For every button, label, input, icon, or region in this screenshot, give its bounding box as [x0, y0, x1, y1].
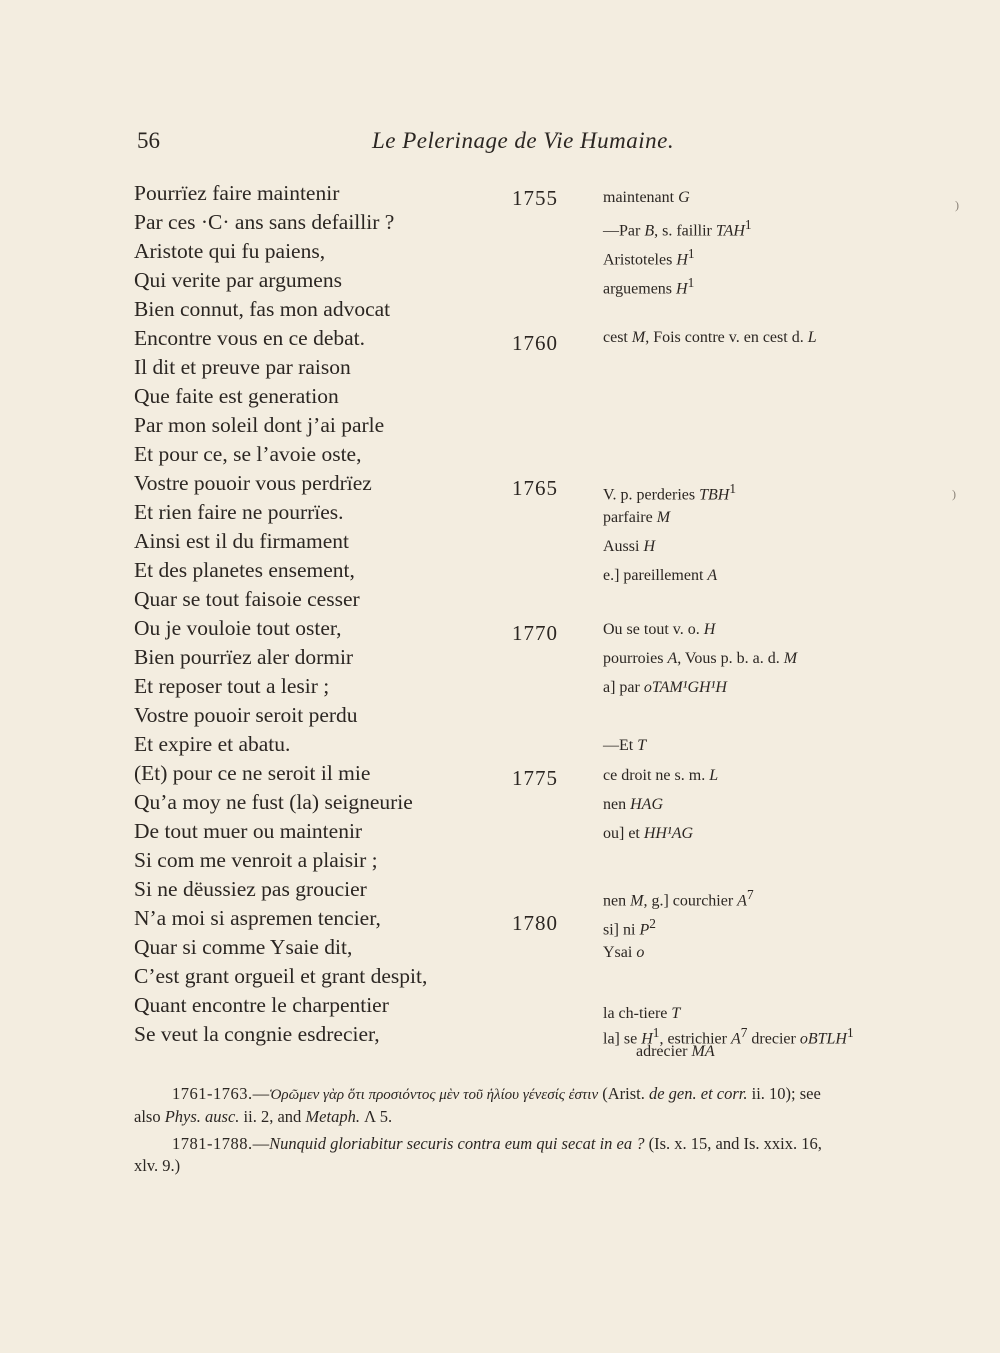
verse-line: Vostre pouoir seroit perdu — [134, 703, 358, 727]
line-number: 1770 — [512, 621, 558, 645]
variant-reading: a] par oTAM¹GH¹H — [603, 679, 727, 696]
running-title: Le Pelerinage de Vie Humaine. — [372, 128, 675, 153]
verse-line: Aristote qui fu paiens, — [134, 239, 326, 263]
verse-line: Et des planetes ensement, — [134, 558, 355, 582]
verse-line: Qu’a moy ne fust (la) seigneurie — [134, 790, 413, 814]
work-title: Phys. ausc. — [164, 1107, 240, 1126]
verse-line: C’est grant orgueil et grant despit, — [134, 964, 428, 988]
verse-line: Quar se tout faisoie cesser — [134, 587, 360, 611]
variant-reading: Aristoteles $H^1$ — [603, 246, 695, 269]
verse-line: Par ces ·C· ans sans defaillir ? — [134, 210, 395, 234]
line-number: 1765 — [512, 476, 558, 500]
verse-line: Encontre vous en ce debat. — [134, 326, 366, 350]
variant-reading: nen HAG — [603, 796, 663, 813]
variant-reading: Ou se tout v. o. H — [603, 621, 716, 638]
verse-line: Et pour ce, se l’avoie oste, — [134, 442, 362, 466]
verse-line: Vostre pouoir vous perdrïez — [134, 471, 372, 495]
verse-line: Bien pourrïez aler dormir — [134, 645, 354, 669]
latin-quotation: Nunquid gloriabitur securis contra eum qui secat in ea ? — [269, 1134, 645, 1153]
variant-reading: la] se $H^1$, estrichier $A^7$ drecier oBTLH$^1$ — [603, 1025, 854, 1048]
verse-line: Ainsi est il du firmament — [134, 529, 349, 553]
variant-reading: pourroies A, Vous p. b. a. d. M — [603, 650, 798, 667]
variant-reading: cest M, Fois contre v. en cest d. L — [603, 329, 817, 346]
edge-mark: ) — [955, 198, 959, 212]
footnote: 1761-1763.—Ὁρῶμεν γὰρ ὅτι προσιόντος μὲν τοῦ ἡλίου γένεσίς ἐστιν (Arist. de gen. et corr. ii. 10); see also Phys. ausc. ii. 2, and Metaph. Λ 5. — [134, 1084, 821, 1126]
verse-line: Par mon soleil dont j’ai parle — [134, 413, 385, 437]
greek-quotation: Ὁρῶμεν γὰρ ὅτι προσιόντος μὲν τοῦ ἡλίου γένεσίς ἐστιν — [269, 1087, 599, 1103]
verse-line: Quant encontre le charpentier — [134, 993, 389, 1017]
line-number: 1760 — [512, 331, 558, 355]
verse-line: Il dit et preuve par raison — [134, 355, 351, 379]
page-number: 56 — [137, 128, 160, 153]
variant-reading: arguemens $H^1$ — [603, 275, 695, 298]
verse-line: Qui verite par argumens — [134, 268, 342, 292]
line-number: 1780 — [512, 911, 558, 935]
variant-reading: maintenant G — [603, 189, 690, 206]
variant-reading: la ch-tiere T — [603, 1005, 681, 1022]
verse-line: Si ne dëussiez pas groucier — [134, 877, 367, 901]
footnote-ref: 1761-1763. — [172, 1084, 253, 1103]
verse-line: Se veut la congnie esdrecier, — [134, 1022, 380, 1046]
variant-reading: ou] et HH¹AG — [603, 825, 694, 842]
verse-line: Bien connut, fas mon advocat — [134, 297, 391, 321]
variant-reading: parfaire M — [603, 509, 671, 526]
variant-reading: Ysai o — [603, 944, 645, 961]
verse-line: Que faite est generation — [134, 384, 339, 408]
verse-line: N’a moi si aspremen tencier, — [134, 906, 381, 930]
variant-reading: e.] pareillement A — [603, 567, 718, 584]
verse-line: Et expire et abatu. — [134, 732, 291, 756]
variant-reading: adrecier MA — [636, 1043, 715, 1060]
verse-line: Quar si comme Ysaie dit, — [134, 935, 353, 959]
line-number: 1775 — [512, 766, 558, 790]
footnote-ref: 1781-1788. — [172, 1134, 253, 1153]
verse-line: Et rien faire ne pourrïes. — [134, 500, 344, 524]
verse-line: (Et) pour ce ne seroit il mie — [134, 761, 371, 785]
verse-line: Et reposer tout a lesir ; — [134, 674, 330, 698]
line-number: 1755 — [512, 186, 558, 210]
work-title: Metaph. — [305, 1107, 360, 1126]
work-title: de gen. et corr. — [648, 1084, 748, 1103]
variant-reading: Aussi H — [603, 538, 656, 555]
verse-line: Si com me venroit a plaisir ; — [134, 848, 378, 872]
variant-reading: nen M, g.] courchier $A^7$ — [603, 887, 754, 910]
verse-line: De tout muer ou maintenir — [134, 819, 363, 843]
variant-reading: V. p. perderies TBH$^1$ — [603, 481, 737, 504]
verse-line: Ou je vouloie tout oster, — [134, 616, 342, 640]
variant-reading: ce droit ne s. m. L — [603, 767, 719, 784]
verse-line: Pourrïez faire maintenir — [134, 181, 340, 205]
footnote: 1781-1788.—Nunquid gloriabitur securis contra eum qui secat in ea ? (Is. x. 15, and Is. xxix. 16, xlv. 9.) — [134, 1134, 822, 1175]
variant-reading: si] ni $P^2$ — [603, 916, 656, 939]
variant-reading: —Par B, s. faillir TAH$^1$ — [603, 217, 752, 240]
variant-reading: —Et T — [603, 737, 647, 754]
edge-mark: ) — [952, 487, 956, 501]
